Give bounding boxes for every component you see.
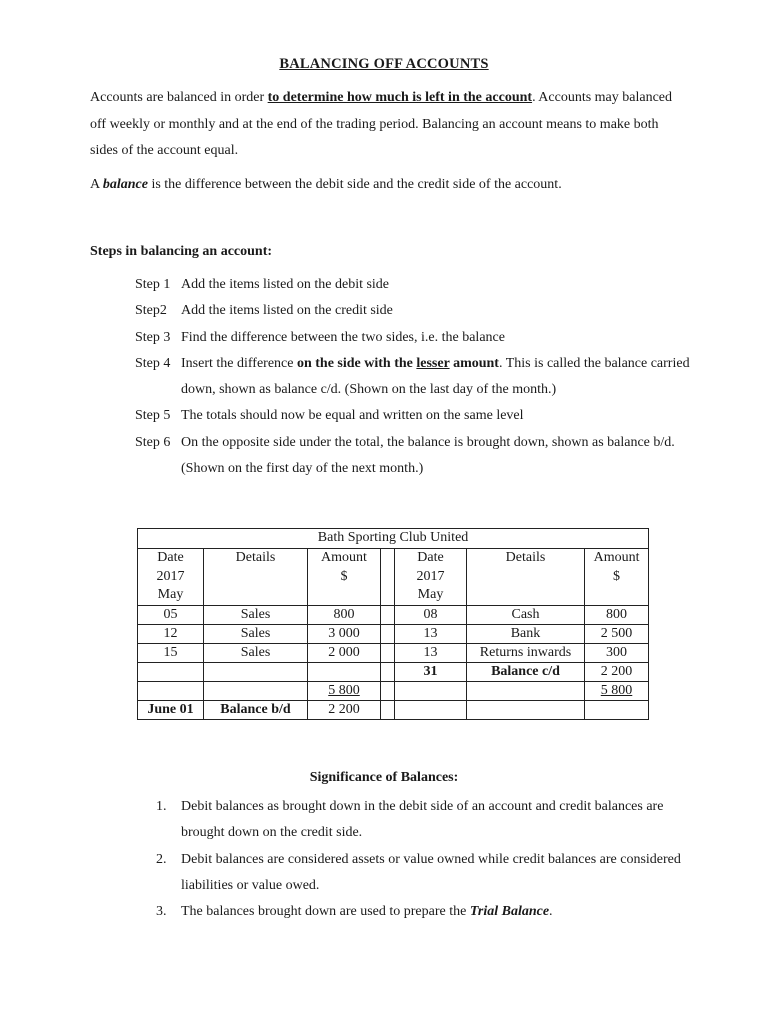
step4-text-a: Insert the difference [181, 355, 297, 371]
step-item [135, 430, 695, 483]
header-year: 2017 [156, 568, 185, 584]
step4-bold-a: on the side with the [296, 355, 417, 371]
table-row [138, 643, 649, 662]
header-currency: $ [613, 568, 621, 584]
header-year: 2017 [416, 568, 445, 584]
credit-total-value: 5 800 [600, 682, 633, 698]
debit-amount: 3 000 [308, 624, 381, 643]
credit-details [467, 700, 585, 719]
balance-bd-row [138, 700, 649, 719]
ledger-divider [381, 681, 395, 700]
definition-paragraph [90, 172, 690, 199]
debit-total-value: 5 800 [328, 682, 360, 698]
header-amount-label: Amount [593, 550, 640, 565]
list-item [156, 899, 686, 925]
debit-date [138, 662, 204, 681]
table-row [138, 605, 649, 624]
credit-details [467, 681, 585, 700]
bd-amount: 2 200 [308, 700, 381, 719]
ledger-caption-row [138, 529, 649, 549]
credit-details: Bank [467, 624, 585, 643]
list-item [156, 794, 686, 847]
credit-date: 08 [395, 605, 467, 624]
step-text [181, 351, 695, 404]
debit-date: 12 [138, 624, 204, 643]
list-number: 1. [156, 799, 167, 814]
debit-amount [308, 662, 381, 681]
step-item [135, 325, 695, 351]
debit-details: Sales [204, 643, 308, 662]
debit-date-header [138, 549, 204, 606]
step-item [135, 298, 695, 324]
list-number: 3. [156, 904, 167, 920]
definition-prefix: A [90, 177, 103, 192]
bd-details: Balance b/d [204, 700, 308, 719]
step-text: On the opposite side under the total, the balance is brought down, shown as balance b/d. (Shown on the first day of the next month.) [181, 434, 675, 477]
header-month: May [157, 587, 184, 602]
credit-amount: 2 200 [585, 662, 649, 681]
credit-amount: 300 [585, 643, 649, 662]
list-text: Debit balances as brought down in the debit side of an account and credit balances are brought down on the credit side. [181, 799, 664, 841]
totals-row [138, 681, 649, 700]
credit-date [395, 700, 467, 719]
steps-heading: Steps in balancing an account: [90, 244, 273, 259]
step-text: Find the difference between the two sides, i.e. the balance [181, 329, 505, 345]
ledger-caption: Bath Sporting Club United [138, 529, 649, 549]
table-row [138, 662, 649, 681]
step-label: Step 4 [135, 355, 171, 371]
debit-amount: 2 000 [308, 643, 381, 662]
step-item [135, 272, 695, 298]
debit-details [204, 681, 308, 700]
ledger-divider [381, 662, 395, 681]
intro-paragraph [90, 85, 690, 165]
step4-bold-b: amount [449, 355, 499, 371]
steps-list [135, 272, 695, 482]
debit-amount: 800 [308, 605, 381, 624]
ledger-divider [381, 605, 395, 624]
ledger-divider [381, 624, 395, 643]
header-currency: $ [340, 568, 348, 584]
definition-term: balance [102, 177, 148, 192]
header-amount-label: Amount [321, 550, 367, 565]
significance-heading: Significance of Balances: [309, 770, 459, 785]
ledger-divider [381, 643, 395, 662]
list-text [181, 899, 686, 925]
credit-amount: 800 [585, 605, 649, 624]
credit-total [585, 681, 649, 700]
debit-date [138, 681, 204, 700]
credit-amount [585, 700, 649, 719]
list-text: Debit balances are considered assets or value owned while credit balances are considered liabilities or value owed. [181, 851, 681, 893]
list-text-b: . [549, 904, 553, 920]
ledger-header-row [138, 549, 649, 606]
debit-details: Sales [204, 605, 308, 624]
debit-total [308, 681, 381, 700]
step-item [135, 351, 695, 404]
step-text: Add the items listed on the credit side [181, 303, 393, 319]
debit-date: 15 [138, 643, 204, 662]
trial-balance-term: Trial Balance [469, 904, 550, 920]
ledger-divider [381, 700, 395, 719]
intro-text-b: . Accounts may balanced off weekly or monthly and at the end of the trading period. Balancing an account means to make both sides of the account equal. [90, 90, 673, 158]
step-label: Step 1 [135, 277, 171, 292]
credit-date: 13 [395, 643, 467, 662]
step-text: Add the items listed on the debit side [181, 277, 390, 292]
credit-amount-header [585, 549, 649, 606]
step-label: Step 3 [135, 329, 171, 345]
credit-date-header [395, 549, 467, 606]
table-row [138, 624, 649, 643]
credit-date: 31 [395, 662, 467, 681]
step-label: Step 5 [135, 408, 171, 424]
step-label: Step2 [135, 303, 167, 319]
header-date-label: Date [157, 550, 184, 565]
debit-details: Sales [204, 624, 308, 643]
credit-details: Returns inwards [467, 643, 585, 662]
credit-details: Cash [467, 605, 585, 624]
ledger-table [137, 528, 649, 720]
definition-text: is the difference between the debit side and the credit side of the account. [147, 177, 562, 192]
step4-bold-underline: lesser [416, 355, 450, 371]
intro-emphasis: to determine how much is left in the account [267, 90, 533, 105]
significance-list [156, 794, 686, 925]
step-text: The totals should now be equal and written on the same level [181, 408, 524, 424]
debit-amount-header [308, 549, 381, 606]
header-month: May [417, 587, 444, 602]
credit-details-header: Details [467, 549, 585, 606]
step4-text-b: . This is called the balance carried down, shown as balance c/d. (Shown on the last day of the month.) [181, 355, 690, 398]
debit-date: 05 [138, 605, 204, 624]
credit-date [395, 681, 467, 700]
credit-amount: 2 500 [585, 624, 649, 643]
credit-balance-cd: Balance c/d [467, 662, 585, 681]
list-text-a: The balances brought down are used to prepare the [181, 904, 470, 920]
bd-date: June 01 [138, 700, 204, 719]
header-date-label: Date [417, 550, 444, 565]
debit-details [204, 662, 308, 681]
intro-text-a: Accounts are balanced in order [90, 90, 268, 105]
list-item [156, 847, 686, 900]
debit-details-header: Details [204, 549, 308, 606]
step-label: Step 6 [135, 434, 171, 450]
page-title: BALANCING OFF ACCOUNTS [279, 56, 489, 72]
step-item [135, 403, 695, 429]
credit-date: 13 [395, 624, 467, 643]
ledger-divider [381, 549, 395, 606]
list-number: 2. [156, 851, 167, 867]
